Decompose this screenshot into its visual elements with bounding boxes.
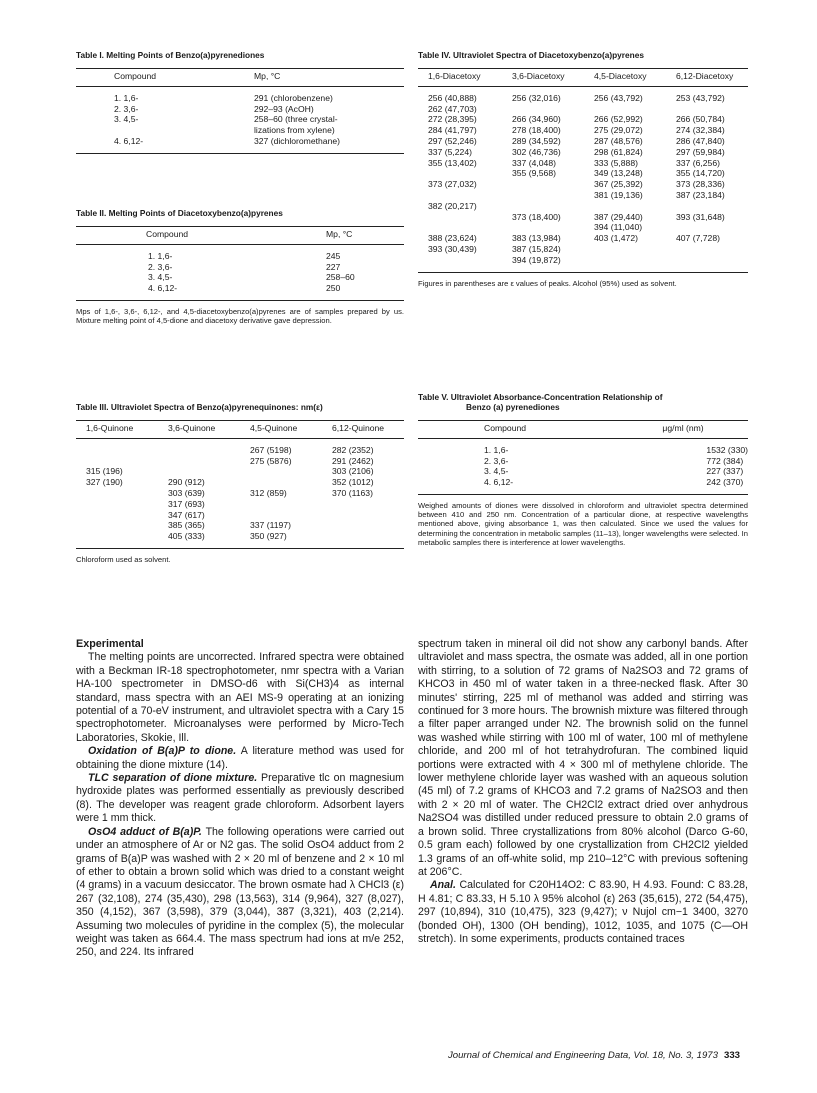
table-cell [250,510,332,521]
table-4-header: 4,5-Diacetoxy [594,69,676,87]
table-cell: 393 (30,439) [428,243,477,254]
table-4-header: 6,12-Diacetoxy [676,69,748,87]
table-cell: 347 (617) [168,509,205,520]
table-cell: 394 (19,872) [512,254,561,265]
table-row [76,510,404,521]
table-cell: 387 (29,440) [594,211,643,222]
table-cell: 327 (dichloromethane) [254,135,340,146]
table-row [76,466,404,477]
table-row [76,262,404,273]
table-row [418,179,748,190]
table-row [418,477,748,494]
table-cell [594,104,676,115]
table-cell: 333 (5,888) [594,157,638,168]
table-cell: 337 (6,256) [676,157,720,168]
table-row [418,255,748,272]
table-cell: 4. 6,12- [114,135,144,146]
table-cell [168,438,250,455]
table-row [418,158,748,169]
table-row [76,477,404,488]
table-cell: 3. 4,5- [148,272,173,283]
table-cell [676,255,748,272]
table-cell: 1. 1,6- [484,444,509,455]
table-cell [418,212,512,223]
table-3-header: 4,5-Quinone [250,421,332,439]
table-cell: 337 (4,048) [512,157,556,168]
table-cell [332,499,404,510]
table-cell: 373 (27,032) [428,179,477,190]
table-cell: 274 (32,384) [676,125,725,136]
table-cell: 373 (18,400) [512,211,561,222]
table-5-header: μg/ml (nm) [618,421,748,439]
table-cell: 337 (1197) [250,520,291,531]
table-cell [168,456,250,467]
table-row [418,136,748,147]
table-cell: 291 (2462) [332,455,374,466]
table-cell [76,438,168,455]
table-cell [332,531,404,548]
table-cell: 312 (859) [250,487,287,498]
table-row [76,520,404,531]
table-cell [250,499,332,510]
table-cell: 4. 6,12- [148,283,178,294]
runin-oso4: OsO4 adduct of B(a)P. [88,825,202,838]
table-cell [76,125,224,136]
table-cell: 266 (52,992) [594,114,643,125]
table-cell: 772 (384) [706,455,744,466]
table-row [418,201,748,212]
table-cell: 282 (2352) [332,444,374,455]
table-cell: 317 (693) [168,498,205,509]
table-cell: 278 (18,400) [512,125,561,136]
runin-tlc: TLC separation of dione mixture. [88,772,258,785]
table-cell: 388 (23,624) [428,233,477,244]
table-cell [512,201,594,212]
table-cell: 245 [326,250,341,261]
table-cell [76,488,168,499]
table-cell: 355 (13,402) [428,157,477,168]
table-cell: 387 (15,824) [512,243,561,254]
table-row [76,125,404,136]
table-3-grid [76,420,404,549]
table-row [76,438,404,455]
table-row [418,168,748,179]
table-cell: 289 (34,592) [512,135,561,146]
table-cell: 290 (912) [168,477,205,488]
table-cell: 1532 (330) [706,444,748,455]
runin-anal: Anal. [430,879,456,892]
table-cell: 4. 6,12- [484,477,514,488]
table-3-header: 3,6-Quinone [168,421,250,439]
table-cell [594,201,676,212]
runin-oxidation: Oxidation of B(a)P to dione. [88,745,237,758]
table-cell: 393 (31,648) [676,211,725,222]
table-cell [76,456,168,467]
table-row [76,531,404,548]
table-cell: 267 (5198) [250,444,292,455]
paragraph-tlc: TLC separation of dione mixture. Preparative tlc on magnesium hydroxide plates was performed essentially as previously described (8). The developer was reagent grade chloroform. Adsorbent layers were 1 mm thick. [76,772,404,825]
table-cell: 303 (2106) [332,466,374,477]
table-cell [76,499,168,510]
table-row [418,244,748,255]
table-row [418,222,748,233]
table-cell [512,104,594,115]
table-row [418,466,748,477]
table-cell: 352 (1012) [332,477,374,488]
page-number: 333 [723,1050,740,1061]
table-cell: 383 (13,984) [512,233,561,244]
table-cell: 242 (370) [706,477,744,488]
table-cell [250,466,332,477]
table-cell: 405 (333) [168,531,205,542]
table-3-title: Table III. Ultraviolet Spectra of Benzo(a)pyrenequinones: nm(ε) [76,402,323,412]
table-cell: 266 (50,784) [676,114,725,125]
table-cell [594,255,676,272]
table-row [418,86,748,103]
table-cell [594,244,676,255]
section-heading-experimental: Experimental [76,638,144,650]
table-cell: 370 (1163) [332,487,373,498]
table-1-header: Mp, °C [224,69,404,87]
table-cell: 3. 4,5- [484,466,509,477]
table-3 [76,402,404,564]
table-cell: 286 (47,840) [676,135,725,146]
experimental-right-column [418,638,748,946]
table-cell: 256 (43,792) [594,92,643,103]
table-row [418,147,748,158]
table-cell: 298 (61,824) [594,146,643,157]
table-2-grid [76,226,404,301]
table-cell: 381 (19,136) [594,189,643,200]
table-row [418,438,748,455]
table-row [418,233,748,244]
table-1-grid [76,68,404,154]
table-4-note: Figures in parentheses are ε values of peaks. Alcohol (95%) used as solvent. [418,278,677,288]
table-cell [332,520,404,531]
journal-citation: Journal of Chemical and Engineering Data, Vol. 18, No. 3, 1973 [447,1050,718,1061]
table-5-title: Table V. Ultraviolet Absorbance-Concentration Relationship of [418,392,663,402]
table-4-title: Table IV. Ultraviolet Spectra of Diacetoxybenzo(a)pyrenes [418,50,644,60]
table-cell: 394 (11,040) [594,222,643,233]
table-cell: 350 (927) [250,531,287,542]
table-cell: 275 (29,072) [594,125,643,136]
table-cell: 291 (chlorobenzene) [254,92,333,103]
table-cell: 266 (34,960) [512,114,561,125]
table-5-note: Weighed amounts of diones were dissolved in chloroform and ultraviolet spectra determined between 410 and 250 nm. Concentration of a particular dione, at respective wavelengths mentioned above, giving absorbance 1, was then calculated. Since we used the values for determining the concentration in metabolic samples (11–13), longer wavelengths were selected. In metabolic samples there is interference at lower wavelengths. [418,500,748,547]
paragraph-oxidation: Oxidation of B(a)P to dione. A literature method was used for obtaining the dione mixture (14). [76,745,404,771]
table-1-header: Compound [76,69,224,87]
table-5-header: Compound [418,421,618,439]
table-cell [250,477,332,488]
table-cell [676,222,748,233]
table-row [418,190,748,201]
table-2-note: Mps of 1,6-, 3,6-, 6,12-, and 4,5-diacetoxybenzo(a)pyrenes are of samples prepared by us. Mixture melting point of 4,5-dione and diacetoxy derivative gave depression. [76,306,404,326]
table-cell: 287 (48,576) [594,135,643,146]
table-cell [168,466,250,477]
table-cell: 382 (20,217) [428,200,477,211]
table-cell: 258–60 [326,272,355,283]
table-cell: 337 (5,224) [428,146,472,157]
experimental-left-column [76,638,404,960]
table-cell: 303 (639) [168,487,205,498]
table-cell: 2. 3,6- [484,455,509,466]
table-cell [418,168,512,179]
table-cell [76,510,168,521]
table-4-grid [418,68,748,273]
table-2-header: Mp, °C [256,227,404,245]
table-cell: 355 (14,720) [676,168,725,179]
table-row [76,104,404,115]
table-cell: 256 (40,888) [428,92,477,103]
table-cell: lizations from xylene) [254,125,335,136]
table-cell [676,244,748,255]
table-cell [418,222,512,233]
table-row [418,456,748,467]
table-4-header: 3,6-Diacetoxy [512,69,594,87]
paragraph-osmate-workup: spectrum taken in mineral oil did not show any carbonyl bands. After ultraviolet and mass spectra, the osmate was added, all in one portion with stirring, to a solution of 72 grams of Na2SO3 and 72 grams of KHCO3 in 450 ml of water taken in a three-necked flask. After 30 minutes' stirring, 225 ml of methanol was added and stirring was continued for 3 more hours. The brownish mixture was filtered through a filter paper arranged under N2. The brownish solid on the funnel was washed while stirring with 100 ml of water, 100 ml of methylene chloride, and 200 ml of hot tetrahydrofuran. The combined liquid portions were extracted with 4 × 300 ml of methylene chloride. The lower methylene chloride layer was washed with an aqueous solution (45 ml) of 7.2 grams of KHCO3 and 7.2 grams of Na2SO3 and then with 2 × 20 ml of water. The CH2Cl2 extract dried over anhydrous Na2SO4 was distilled under reduced pressure to obtain 2.0 grams of a brown solid. Three crystallizations from 80% alcohol (Darco G-60, 0.5 gram each) followed by one crystallization from CH2Cl2 yielded 1.3 grams of an off-white solid, mp 210–12°C with previous softening at 206°C. [418,638,748,878]
table-row [76,499,404,510]
table-row [418,212,748,223]
table-cell: 256 (32,016) [512,92,561,103]
table-2-header: Compound [76,227,256,245]
table-cell: 302 (46,736) [512,146,561,157]
table-row [76,86,404,103]
table-cell: 2. 3,6- [148,261,173,272]
table-3-header: 6,12-Quinone [332,421,404,439]
table-cell: 250 [326,283,341,294]
table-cell [332,510,404,521]
table-row [76,488,404,499]
table-2-title: Table II. Melting Points of Diacetoxybenzo(a)pyrenes [76,208,283,218]
table-cell: 367 (25,392) [594,179,643,190]
table-row [76,114,404,125]
paragraph-oso4: OsO4 adduct of B(a)P. The following operations were carried out under an atmosphere of Ar or N2 gas. The solid OsO4 adduct from 2 grams of B(a)P was washed with 2 × 20 ml of benzene and 2 × 10 ml of ether to obtain a brown solid which was dried to a constant weight (4 grams) in a vacuum desiccator. The brown osmate had λ CHCl3 (ε) 267 (32,108), 274 (35,430), 298 (13,563), 314 (9,964), 327 (8,027), 350 (4,152), 367 (3,598), 379 (3,044), 387 (3,321), 403 (2,214). Assuming two molecules of pyridine in the complex (5), the molecular weight was taken as 664.4. The mass spectrum had ions at m/e 252, 250, and 224. Its infrared [76,825,404,959]
table-row [76,272,404,283]
page-footer [448,1050,740,1061]
paragraph-instruments: The melting points are uncorrected. Infrared spectra were obtained with a Beckman IR-18 spectrophotometer, nmr spectra with a Varian HA-100 spectrometer in DMSO-d6 with Si(CH3)4 as internal standard, mass spectra with an AEI MS-9 operating at an ionizing potential of a 70-eV instrument, and ultraviolet spectra with a Cary 15 spectrophotometer. Microanalyses were performed by Micro-Tech Laboratories, Skokie, Ill. [76,651,404,744]
table-cell: 1. 1,6- [148,250,173,261]
table-cell [676,201,748,212]
table-row [418,114,748,125]
table-cell: 315 (196) [86,466,123,477]
table-cell: 297 (52,246) [428,135,477,146]
paragraph-anal: Anal. Calculated for C20H14O2: C 83.90, H 4.93. Found: C 83.28, H 4.81; C 83.33, H 5.10 λ 95% alcohol (ε) 263 (35,615), 272 (54,475), 297 (10,894), 310 (10,475), 323 (9,427); ν Nujol cm−1 3400, 3270 (bonded OH), 1300 (OH bending), 1012, 1035, and 1075 (C—OH stretch). In some experiments, products contained traces [418,879,748,945]
table-row [76,283,404,300]
table-cell: 355 (9,568) [512,168,556,179]
table-cell: 373 (28,336) [676,179,725,190]
table-cell: 227 [326,261,341,272]
table-cell: 258–60 (three crystal- [254,114,338,125]
table-1 [76,50,404,154]
table-3-note: Chloroform used as solvent. [76,554,171,564]
table-row [76,136,404,153]
table-cell [418,255,512,272]
table-cell: 403 (1,472) [594,233,638,244]
table-cell [676,104,748,115]
table-5-grid [418,420,748,495]
table-cell: 262 (47,703) [428,103,477,114]
table-cell [76,520,168,531]
table-cell: 227 (337) [706,466,744,477]
table-cell: 1. 1,6- [114,92,139,103]
table-cell [418,190,512,201]
table-cell: 407 (7,728) [676,233,720,244]
table-cell: 292–93 (AcOH) [254,103,314,114]
table-4 [418,50,748,288]
table-cell [512,222,594,233]
table-2 [76,208,404,325]
table-row [76,456,404,467]
table-5-title-line2: Benzo (a) pyrenediones [466,402,560,412]
table-row [418,125,748,136]
table-cell [512,190,594,201]
table-cell: 253 (43,792) [676,92,725,103]
table-cell: 327 (190) [86,477,123,488]
table-3-header: 1,6-Quinone [76,421,168,439]
table-4-header: 1,6-Diacetoxy [418,69,512,87]
table-cell: 272 (28,395) [428,114,477,125]
table-cell: 275 (5876) [250,455,292,466]
table-cell: 284 (41,797) [428,125,477,136]
table-cell: 385 (365) [168,520,205,531]
table-cell: 2. 3,6- [114,103,139,114]
table-cell: 3. 4,5- [114,114,139,125]
table-cell: 387 (23,184) [676,189,725,200]
table-cell: 297 (59,984) [676,146,725,157]
table-1-title: Table I. Melting Points of Benzo(a)pyrenediones [76,50,265,60]
table-row [418,104,748,115]
table-cell: 349 (13,248) [594,168,643,179]
table-cell [76,531,168,548]
table-row [76,244,404,261]
table-cell [512,179,594,190]
table-5 [418,392,748,547]
